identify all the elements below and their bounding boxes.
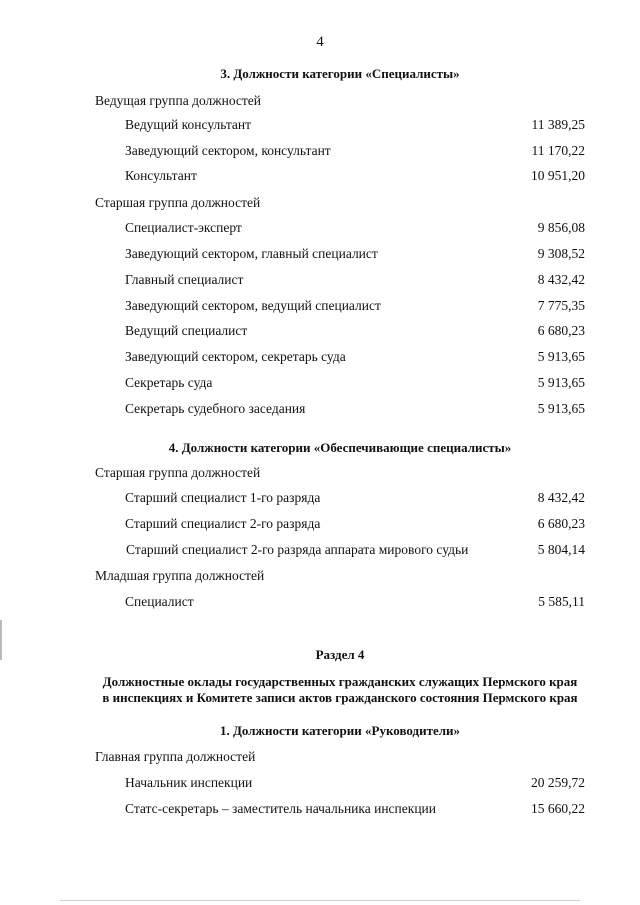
scan-bottom-line <box>60 900 580 901</box>
position-name: Главный специалист <box>125 272 244 287</box>
position-name: Заведующий сектором, консультант <box>125 143 331 158</box>
razdel-subtitle-line1: Должностные оклады государственных гражданских служащих Пермского края <box>102 674 578 689</box>
section-3-heading: 3. Должности категории «Специалисты» <box>220 66 460 81</box>
position-row <box>125 490 585 508</box>
position-row <box>125 272 585 290</box>
razdel-heading: Раздел 4 <box>315 647 365 662</box>
salary-value: 5 585,11 <box>538 594 585 609</box>
position-row <box>125 516 585 534</box>
position-row <box>125 401 585 419</box>
position-name: Статс-секретарь – заместитель начальника инспекции <box>125 801 437 816</box>
salary-value: 11 389,25 <box>531 117 585 132</box>
razdel-subtitle-line2: в инспекциях и Комитете записи актов гражданского состояния Пермского края <box>102 690 578 705</box>
salary-value: 8 432,42 <box>537 490 585 505</box>
salary-value: 15 660,22 <box>531 801 585 816</box>
position-name: Специалист <box>125 594 194 609</box>
group-label: Старшая группа должностей <box>95 465 261 480</box>
position-row <box>125 168 585 186</box>
position-row <box>125 117 585 135</box>
position-row <box>125 349 585 367</box>
salary-value: 9 856,08 <box>537 220 585 235</box>
position-row <box>125 801 585 819</box>
salary-value: 5 913,65 <box>537 349 585 364</box>
section-4-heading: 4. Должности категории «Обеспечивающие специалисты» <box>168 440 512 455</box>
scan-edge-mark <box>0 620 2 660</box>
position-row <box>125 375 585 393</box>
salary-value: 5 804,14 <box>537 542 585 557</box>
group-label: Старшая группа должностей <box>95 195 261 210</box>
salary-value: 11 170,22 <box>531 143 585 158</box>
position-name: Ведущий консультант <box>125 117 252 132</box>
position-row <box>125 775 585 793</box>
salary-value: 5 913,65 <box>537 375 585 390</box>
position-name: Заведующий сектором, главный специалист <box>125 246 378 261</box>
salary-value: 5 913,65 <box>537 401 585 416</box>
position-row <box>125 594 585 612</box>
group-label: Главная группа должностей <box>95 749 256 764</box>
position-name: Секретарь суда <box>125 375 213 390</box>
salary-value: 9 308,52 <box>537 246 585 261</box>
salary-value: 20 259,72 <box>531 775 585 790</box>
salary-value: 6 680,23 <box>537 323 585 338</box>
position-name: Заведующий сектором, секретарь суда <box>125 349 346 364</box>
group-label: Ведущая группа должностей <box>95 93 262 108</box>
position-row <box>125 298 585 316</box>
position-name: Заведующий сектором, ведущий специалист <box>125 298 381 313</box>
position-row <box>125 246 585 264</box>
position-name: Старший специалист 2-го разряда аппарата мирового судьи <box>126 542 469 557</box>
salary-value: 7 775,35 <box>537 298 585 313</box>
page-number: 4 <box>316 34 324 50</box>
position-name: Начальник инспекции <box>125 775 253 790</box>
position-name: Старший специалист 1-го разряда <box>125 490 321 505</box>
position-row <box>125 542 585 560</box>
position-name: Консультант <box>125 168 197 183</box>
salary-value: 10 951,20 <box>531 168 585 183</box>
position-name: Ведущий специалист <box>125 323 248 338</box>
salary-value: 6 680,23 <box>537 516 585 531</box>
position-name: Секретарь судебного заседания <box>125 401 306 416</box>
position-name: Специалист-эксперт <box>125 220 242 235</box>
position-row <box>125 143 585 161</box>
position-row <box>125 323 585 341</box>
razdel-subtitle <box>0 674 640 706</box>
position-name: Старший специалист 2-го разряда <box>125 516 321 531</box>
salary-value: 8 432,42 <box>537 272 585 287</box>
group-label: Младшая группа должностей <box>95 568 265 583</box>
position-row <box>125 220 585 238</box>
section-r4-1-heading: 1. Должности категории «Руководители» <box>219 723 461 738</box>
